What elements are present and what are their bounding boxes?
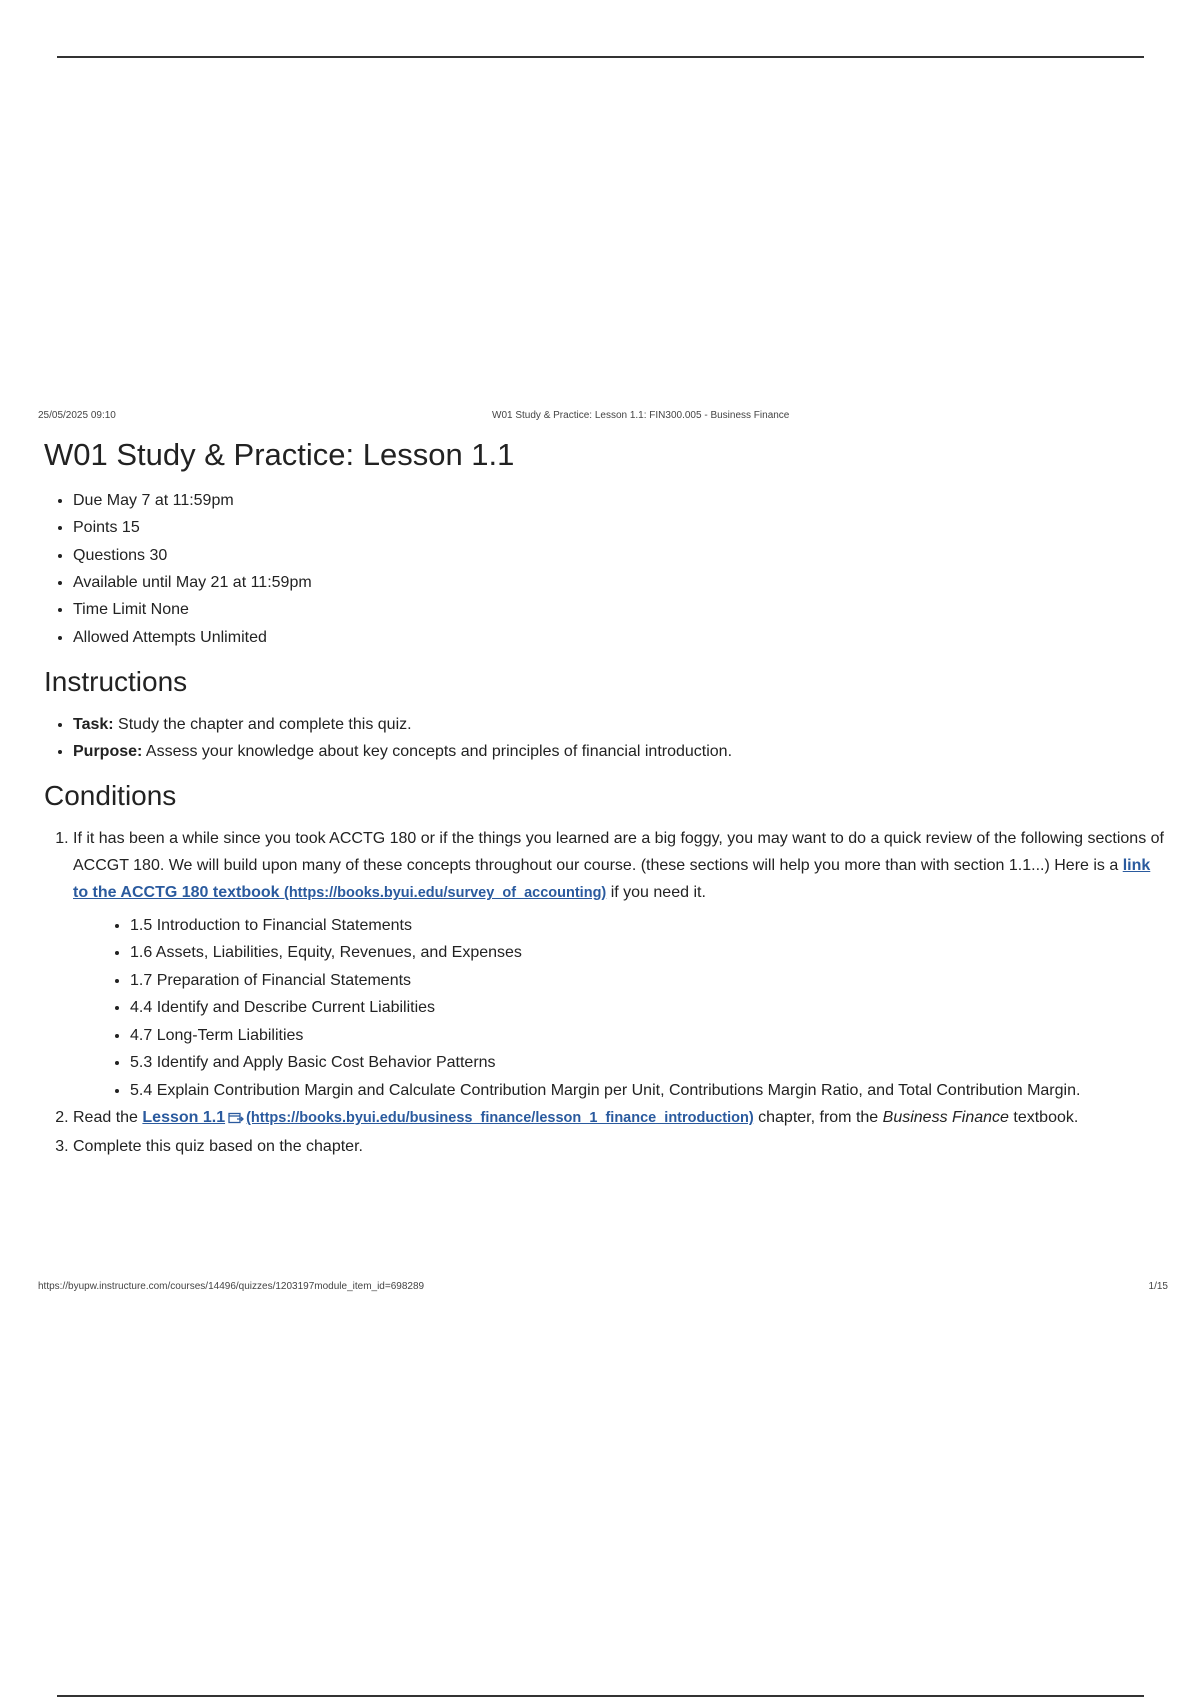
- lesson-link[interactable]: [142, 1109, 753, 1126]
- print-url: https://byupw.instructure.com/courses/14496/quizzes/1203197module_item_id=698289: [38, 1281, 425, 1292]
- print-doc-title: W01 Study & Practice: Lesson 1.1: FIN300.005 - Business Finance: [492, 410, 790, 421]
- purpose-label: Purpose:: [73, 742, 143, 760]
- instructions-list: [44, 711, 1164, 766]
- conditions-list: [44, 825, 1164, 1161]
- bottom-divider: [57, 1695, 1144, 1697]
- detail-attempts: • Allowed Attempts Unlimited: [73, 624, 1164, 651]
- task-label: Task:: [73, 715, 114, 733]
- section-item: • 1.5 Introduction to Financial Statements: [130, 912, 1164, 940]
- condition-1-text: If it has been a while since you took ACCTG 180 or if the things you learned are a big foggy, you may want to do a quick review of the following sections of ACCGT 180. We will build upon many of these concepts throughout our course. (these sections will help you more than with section 1.1...) Here is a: [73, 829, 1164, 875]
- external-link-icon: [228, 1106, 244, 1133]
- print-date: 25/05/2025 09:10: [38, 410, 116, 421]
- condition-item-1: [73, 825, 1164, 1104]
- page-title: W01 Study & Practice: Lesson 1.1: [44, 437, 515, 472]
- instructions-heading: Instructions: [44, 665, 188, 697]
- review-sections-list: [73, 912, 1164, 1105]
- section-item: • 4.4 Identify and Describe Current Liabilities: [130, 994, 1164, 1022]
- detail-questions: • Questions 30: [73, 542, 1164, 569]
- quiz-content: [44, 436, 1164, 1161]
- task-text: Study the chapter and complete this quiz.: [113, 715, 412, 733]
- detail-points: • Points 15: [73, 514, 1164, 541]
- lesson-link-url: (https://books.byui.edu/business_finance/lesson_1_finance_introduction): [246, 1110, 754, 1127]
- print-footer: [38, 1281, 1168, 1295]
- detail-available: • Available until May 21 at 11:59pm: [73, 569, 1164, 596]
- acctg-link-url: (https://books.byui.edu/survey_of_accounting): [284, 885, 607, 902]
- acctg-link-label: link to the ACCTG 180 textbook: [73, 857, 1151, 902]
- condition-2-suffix: textbook.: [1008, 1109, 1079, 1127]
- condition-item-2: [73, 1104, 1164, 1133]
- top-divider: [57, 56, 1144, 58]
- condition-item-3: 3. Complete this quiz based on the chapter.: [73, 1133, 1164, 1160]
- quiz-details-list: [44, 487, 1164, 651]
- lesson-link-label: Lesson 1.1: [142, 1109, 226, 1127]
- condition-2-prefix: Read the: [73, 1109, 143, 1127]
- detail-time-limit: • Time Limit None: [73, 596, 1164, 623]
- conditions-heading: Conditions: [44, 780, 177, 812]
- purpose-text: Assess your knowledge about key concepts and principles of financial introduction.: [142, 742, 733, 760]
- section-item: • 5.4 Explain Contribution Margin and Calculate Contribution Margin per Unit, Contributions Margin Ratio, and Total Contribution Margin.: [130, 1077, 1164, 1105]
- section-item: • 1.7 Preparation of Financial Statements: [130, 967, 1164, 995]
- section-item: • 5.3 Identify and Apply Basic Cost Behavior Patterns: [130, 1049, 1164, 1077]
- section-item: • 4.7 Long-Term Liabilities: [130, 1022, 1164, 1050]
- condition-1-suffix: if you need it.: [606, 884, 706, 902]
- instruction-purpose: [73, 738, 1164, 765]
- page-number: 1/15: [1148, 1281, 1168, 1292]
- detail-due: • Due May 7 at 11:59pm: [73, 487, 1164, 514]
- book-title: Business Finance: [882, 1109, 1009, 1127]
- instruction-task: [73, 711, 1164, 738]
- print-header: [38, 410, 1168, 424]
- section-item: • 1.6 Assets, Liabilities, Equity, Revenues, and Expenses: [130, 939, 1164, 967]
- condition-2-middle: chapter, from the: [753, 1109, 883, 1127]
